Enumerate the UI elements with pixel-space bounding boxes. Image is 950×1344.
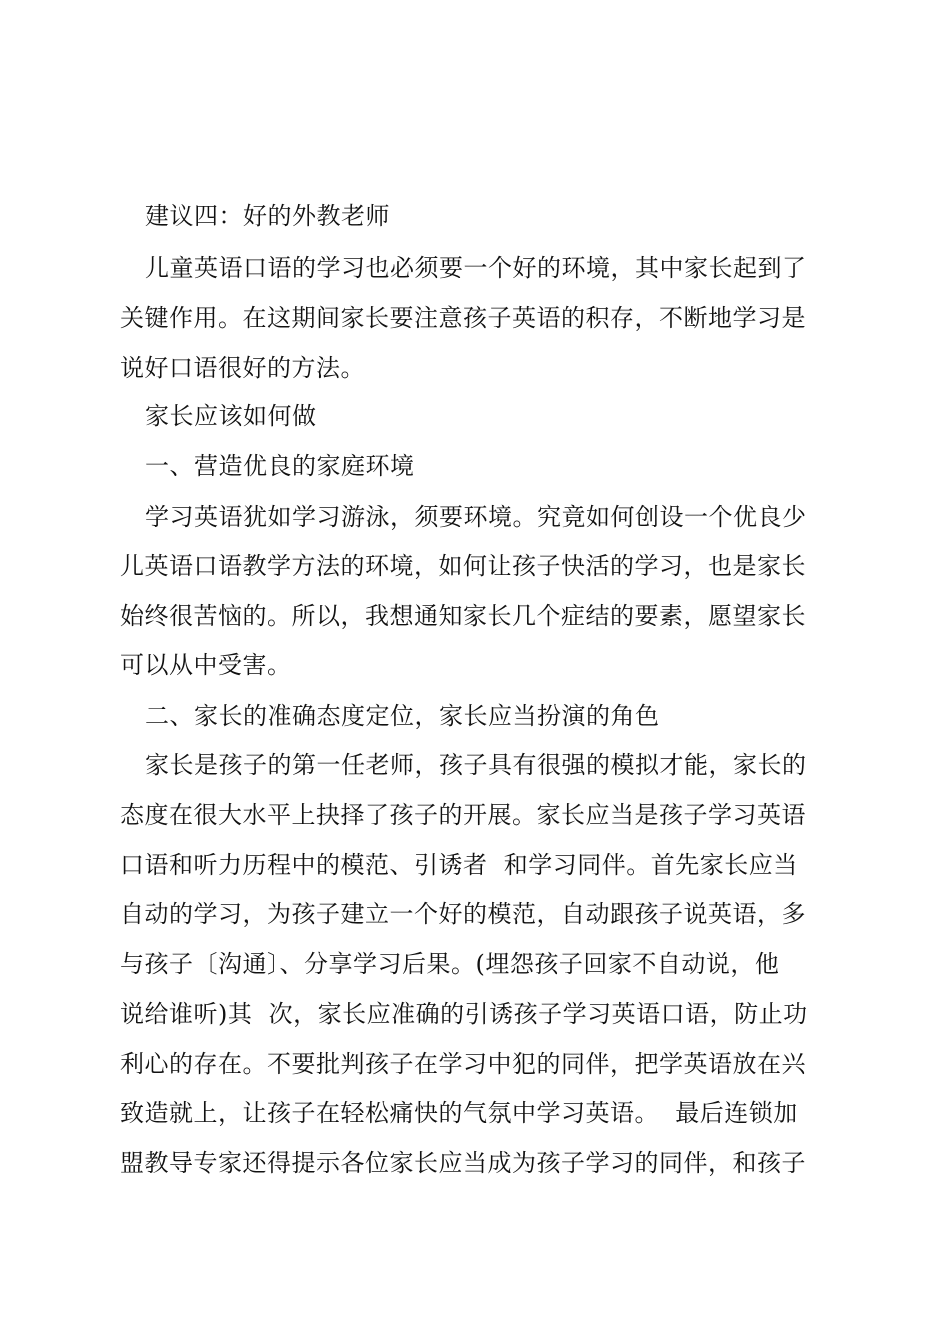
paragraph-line: 利心的存在。不要批判孩子在学习中犯的同伴，把学英语放在兴 xyxy=(120,1050,806,1078)
paragraph-line: 口语和听力历程中的模范、引诱者 和学习同伴。首先家长应当 xyxy=(120,851,798,879)
heading-section-one: 一、营造优良的家庭环境 xyxy=(145,452,415,480)
paragraph-line: 可以从中受害。 xyxy=(120,651,292,679)
paragraph-line: 说给谁听)其 次，家长应准确的引诱孩子学习英语口语，防止功 xyxy=(120,1000,808,1028)
paragraph-line: 盟教导专家还得提示各位家长应当成为孩子学习的同伴，和孩子 xyxy=(120,1149,806,1177)
paragraph-line: 关键作用。在这期间家长要注意孩子英语的积存，不断地学习是 xyxy=(120,304,806,332)
paragraph-line: 家长是孩子的第一任老师，孩子具有很强的模拟才能，家长的 xyxy=(145,751,807,779)
heading-what-parents-should-do: 家长应该如何做 xyxy=(145,402,317,430)
paragraph-line: 儿英语口语教学方法的环境，如何让孩子快活的学习，也是家长 xyxy=(120,552,806,580)
heading-suggestion-four: 建议四：好的外教老师 xyxy=(145,202,390,230)
paragraph-line: 儿童英语口语的学习也必须要一个好的环境，其中家长起到了 xyxy=(145,254,807,282)
paragraph-line: 态度在很大水平上抉择了孩子的开展。家长应当是孩子学习英语 xyxy=(120,801,806,829)
heading-section-two: 二、家长的准确态度定位，家长应当扮演的角色 xyxy=(145,702,660,730)
paragraph-line: 始终很苦恼的。所以，我想通知家长几个症结的要素，愿望家长 xyxy=(120,602,806,630)
paragraph-line: 学习英语犹如学习游泳，须要环境。究竟如何创设一个优良少 xyxy=(145,503,807,531)
paragraph-line: 致造就上，让孩子在轻松痛快的气氛中学习英语。 最后连锁加 xyxy=(120,1099,798,1127)
paragraph-line: 说好口语很好的方法。 xyxy=(120,354,365,382)
paragraph-line: 自动的学习，为孩子建立一个好的模范，自动跟孩子说英语，多 xyxy=(120,900,806,928)
paragraph-line: 与孩子〔沟通〕、分享学习后果。(埋怨孩子回家不自动说，他 xyxy=(120,950,780,978)
